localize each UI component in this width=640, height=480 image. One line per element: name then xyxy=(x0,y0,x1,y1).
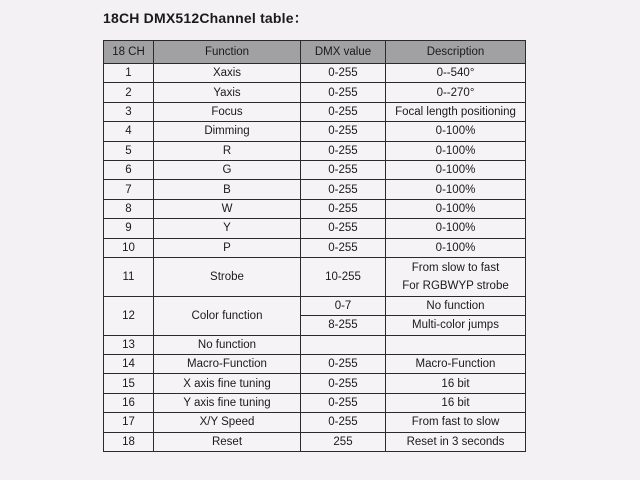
cell-description: Reset in 3 seconds xyxy=(386,432,526,451)
cell-ch: 16 xyxy=(104,393,154,412)
cell-dmx: 0-255 xyxy=(301,199,386,218)
cell-description: 0-100% xyxy=(386,199,526,218)
table-row xyxy=(104,102,526,121)
description-line: For RGBWYP strobe xyxy=(402,279,509,292)
cell-description: 16 bit xyxy=(386,393,526,412)
table-row xyxy=(104,64,526,83)
cell-ch: 2 xyxy=(104,83,154,102)
cell-function: Yaxis xyxy=(154,83,301,102)
cell-function: X/Y Speed xyxy=(154,413,301,432)
cell-function: Strobe xyxy=(154,257,301,296)
cell-dmx: 0-255 xyxy=(301,102,386,121)
cell-dmx: 255 xyxy=(301,432,386,451)
cell-ch: 6 xyxy=(104,160,154,179)
table-row xyxy=(104,199,526,218)
table-row xyxy=(104,374,526,393)
table-row xyxy=(104,296,526,315)
cell-description: 0--540° xyxy=(386,64,526,83)
cell-function: R xyxy=(154,141,301,160)
cell-description: 0-100% xyxy=(386,238,526,257)
table-row xyxy=(104,413,526,432)
table-row xyxy=(104,219,526,238)
page-title: 18CH DMX512Channel table： xyxy=(103,10,308,26)
cell-description: 16 bit xyxy=(386,374,526,393)
cell-function: Xaxis xyxy=(154,64,301,83)
cell-dmx: 0-255 xyxy=(301,374,386,393)
cell-dmx: 0-255 xyxy=(301,141,386,160)
table-row xyxy=(104,141,526,160)
cell-description: Focal length positioning xyxy=(386,102,526,121)
cell-function: G xyxy=(154,160,301,179)
table-row xyxy=(104,83,526,102)
cell-function: Y xyxy=(154,219,301,238)
header-description: Description xyxy=(386,41,526,64)
cell-dmx: 8-255 xyxy=(301,316,386,335)
table-row xyxy=(104,355,526,374)
cell-ch: 8 xyxy=(104,199,154,218)
cell-dmx: 0-255 xyxy=(301,64,386,83)
cell-description: Macro-Function xyxy=(386,355,526,374)
table-row xyxy=(104,335,526,354)
cell-ch: 1 xyxy=(104,64,154,83)
cell-dmx: 0-255 xyxy=(301,355,386,374)
cell-ch: 12 xyxy=(104,296,154,335)
cell-description: From fast to slow xyxy=(386,413,526,432)
cell-function: W xyxy=(154,199,301,218)
table-row xyxy=(104,160,526,179)
cell-dmx: 0-255 xyxy=(301,238,386,257)
cell-description: 0-100% xyxy=(386,180,526,199)
cell-description: No function xyxy=(386,296,526,315)
cell-ch: 9 xyxy=(104,219,154,238)
cell-description xyxy=(386,335,526,354)
header-ch: 18 CH xyxy=(104,41,154,64)
cell-ch: 10 xyxy=(104,238,154,257)
cell-function: Focus xyxy=(154,102,301,121)
header-function: Function xyxy=(154,41,301,64)
description-line: From slow to fast xyxy=(411,261,500,274)
header-dmx-value: DMX value xyxy=(301,41,386,64)
cell-dmx: 0-255 xyxy=(301,180,386,199)
table-row xyxy=(104,180,526,199)
cell-function: Macro-Function xyxy=(154,355,301,374)
table-row xyxy=(104,393,526,412)
cell-ch: 4 xyxy=(104,122,154,141)
cell-dmx: 0-255 xyxy=(301,219,386,238)
cell-dmx: 0-255 xyxy=(301,393,386,412)
cell-description xyxy=(386,257,526,296)
table-row xyxy=(104,122,526,141)
table-header-row xyxy=(104,41,526,64)
cell-function: P xyxy=(154,238,301,257)
cell-description: 0-100% xyxy=(386,141,526,160)
cell-function: Y axis fine tuning xyxy=(154,393,301,412)
cell-function: Dimming xyxy=(154,122,301,141)
cell-ch: 18 xyxy=(104,432,154,451)
cell-ch: 7 xyxy=(104,180,154,199)
cell-ch: 13 xyxy=(104,335,154,354)
cell-description: Multi-color jumps xyxy=(386,316,526,335)
cell-description: 0--270° xyxy=(386,83,526,102)
cell-ch: 5 xyxy=(104,141,154,160)
channel-table xyxy=(103,40,526,452)
cell-ch: 17 xyxy=(104,413,154,432)
table-row xyxy=(104,257,526,296)
cell-function: Color function xyxy=(154,296,301,335)
cell-function: B xyxy=(154,180,301,199)
cell-ch: 14 xyxy=(104,355,154,374)
cell-function: Reset xyxy=(154,432,301,451)
cell-dmx: 10-255 xyxy=(301,257,386,296)
cell-function: X axis fine tuning xyxy=(154,374,301,393)
cell-dmx: 0-7 xyxy=(301,296,386,315)
cell-dmx: 0-255 xyxy=(301,83,386,102)
cell-description: 0-100% xyxy=(386,160,526,179)
cell-dmx: 0-255 xyxy=(301,160,386,179)
cell-dmx: 0-255 xyxy=(301,122,386,141)
cell-dmx: 0-255 xyxy=(301,413,386,432)
cell-dmx xyxy=(301,335,386,354)
cell-ch: 3 xyxy=(104,102,154,121)
table-row xyxy=(104,238,526,257)
table-row xyxy=(104,432,526,451)
cell-description: 0-100% xyxy=(386,219,526,238)
cell-description: 0-100% xyxy=(386,122,526,141)
cell-function: No function xyxy=(154,335,301,354)
cell-ch: 11 xyxy=(104,257,154,296)
cell-ch: 15 xyxy=(104,374,154,393)
